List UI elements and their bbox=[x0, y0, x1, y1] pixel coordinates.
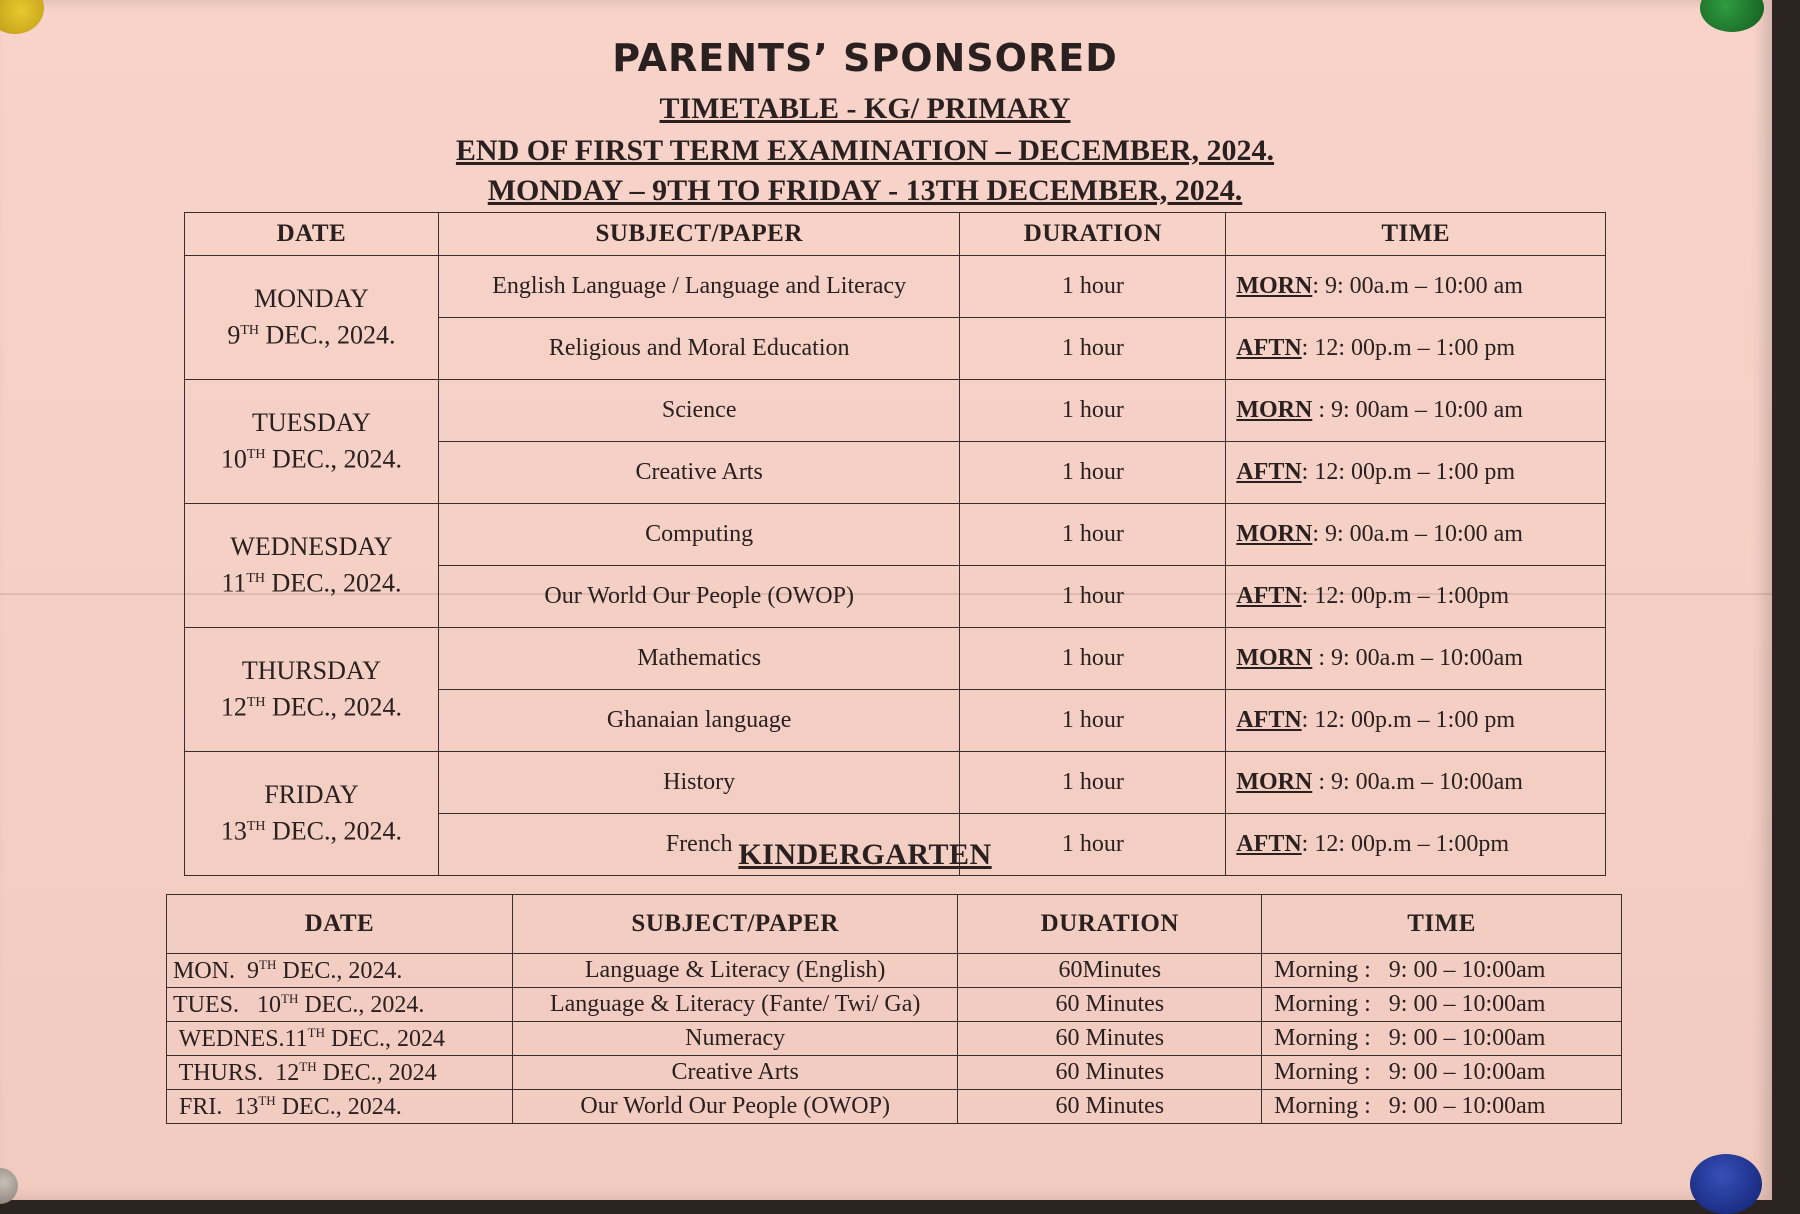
kindergarten-row bbox=[167, 1022, 1622, 1056]
subject-cell: Mathematics bbox=[438, 628, 960, 690]
time-cell bbox=[1226, 318, 1606, 380]
kg-session-label: Morning : bbox=[1274, 1093, 1371, 1119]
time-cell bbox=[1226, 442, 1606, 504]
session-label: MORN bbox=[1236, 273, 1313, 299]
session-label: MORN bbox=[1236, 521, 1313, 547]
subject-cell: English Language / Language and Literacy bbox=[438, 256, 960, 318]
column-header-subject: SUBJECT/PAPER bbox=[438, 213, 960, 256]
kg-time-cell bbox=[1262, 1056, 1622, 1090]
time-cell bbox=[1226, 752, 1606, 814]
time-cell bbox=[1226, 690, 1606, 752]
session-time: : 12: 00p.m – 1:00 pm bbox=[1301, 335, 1516, 361]
duration-cell: 1 hour bbox=[960, 318, 1226, 380]
subject-cell: Ghanaian language bbox=[438, 690, 960, 752]
primary-header-row bbox=[185, 213, 1606, 256]
kindergarten-row bbox=[167, 1056, 1622, 1090]
time-cell bbox=[1226, 566, 1606, 628]
session-time: : 9: 00a.m – 10:00 am bbox=[1312, 273, 1523, 299]
session-time: : 12: 00p.m – 1:00 pm bbox=[1301, 459, 1516, 485]
kg-date-cell: WEDNES.11TH DEC., 2024 bbox=[167, 1022, 513, 1056]
exam-row bbox=[185, 504, 1606, 566]
column-header-duration: DURATION bbox=[958, 895, 1262, 954]
duration-cell: 1 hour bbox=[960, 256, 1226, 318]
session-label: AFTN bbox=[1236, 459, 1302, 485]
session-time: : 9: 00a.m – 10:00am bbox=[1312, 645, 1523, 671]
session-label: AFTN bbox=[1236, 335, 1302, 361]
subject-cell: Creative Arts bbox=[438, 442, 960, 504]
exam-date-cell bbox=[185, 504, 439, 628]
duration-cell: 1 hour bbox=[960, 566, 1226, 628]
column-header-date: DATE bbox=[185, 213, 439, 256]
kg-session-time: 9: 00 – 10:00am bbox=[1388, 1025, 1546, 1051]
column-header-subject: SUBJECT/PAPER bbox=[512, 895, 958, 954]
kg-duration-cell: 60Minutes bbox=[958, 954, 1262, 988]
exam-date: 13TH DEC., 2024. bbox=[220, 816, 403, 846]
kg-duration-cell: 60 Minutes bbox=[958, 988, 1262, 1022]
kindergarten-timetable bbox=[166, 894, 1622, 1124]
session-label: MORN bbox=[1236, 769, 1313, 795]
kg-subject-cell: Our World Our People (OWOP) bbox=[512, 1090, 958, 1124]
kg-time-cell bbox=[1262, 1090, 1622, 1124]
kg-subject-cell: Creative Arts bbox=[512, 1056, 958, 1090]
exam-row bbox=[185, 380, 1606, 442]
exam-day: TUESDAY bbox=[251, 408, 371, 438]
kg-date-cell: TUES. 10TH DEC., 2024. bbox=[167, 988, 513, 1022]
exam-date: 10TH DEC., 2024. bbox=[220, 444, 403, 474]
kg-duration-cell: 60 Minutes bbox=[958, 1022, 1262, 1056]
exam-day: FRIDAY bbox=[264, 780, 359, 810]
kg-subject-cell: Language & Literacy (Fante/ Twi/ Ga) bbox=[512, 988, 958, 1022]
subject-cell: Our World Our People (OWOP) bbox=[438, 566, 960, 628]
time-cell bbox=[1226, 380, 1606, 442]
kg-subject-cell: Numeracy bbox=[512, 1022, 958, 1056]
session-label: AFTN bbox=[1236, 707, 1302, 733]
exam-date-cell bbox=[185, 380, 439, 504]
time-cell bbox=[1226, 256, 1606, 318]
exam-date: 11TH DEC., 2024. bbox=[221, 568, 402, 598]
exam-row bbox=[185, 752, 1606, 814]
kg-session-label: Morning : bbox=[1274, 1059, 1371, 1085]
kg-duration-cell: 60 Minutes bbox=[958, 1056, 1262, 1090]
exam-date: 12TH DEC., 2024. bbox=[220, 692, 403, 722]
duration-cell: 1 hour bbox=[960, 690, 1226, 752]
subject-cell: Science bbox=[438, 380, 960, 442]
examination-title: END OF FIRST TERM EXAMINATION – DECEMBER, 2024. bbox=[455, 134, 1275, 167]
exam-date-cell bbox=[185, 256, 439, 380]
column-header-date: DATE bbox=[167, 895, 513, 954]
subject-cell: French bbox=[438, 814, 960, 876]
kg-subject-cell: Language & Literacy (English) bbox=[512, 954, 958, 988]
session-label: AFTN bbox=[1236, 583, 1302, 609]
subject-cell: History bbox=[438, 752, 960, 814]
time-cell bbox=[1226, 628, 1606, 690]
kg-date-cell: THURS. 12TH DEC., 2024 bbox=[167, 1056, 513, 1090]
subject-cell: Religious and Moral Education bbox=[438, 318, 960, 380]
duration-cell: 1 hour bbox=[960, 380, 1226, 442]
kg-session-time: 9: 00 – 10:00am bbox=[1388, 991, 1546, 1017]
duration-cell: 1 hour bbox=[960, 504, 1226, 566]
session-time: : 12: 00p.m – 1:00pm bbox=[1301, 583, 1510, 609]
sheet-title: PARENTS’ SPONSORED bbox=[612, 36, 1118, 80]
exam-row bbox=[185, 628, 1606, 690]
duration-cell: 1 hour bbox=[960, 628, 1226, 690]
kg-session-label: Morning : bbox=[1274, 991, 1371, 1017]
session-time: : 12: 00p.m – 1:00 pm bbox=[1301, 707, 1516, 733]
exam-date: 9TH DEC., 2024. bbox=[227, 320, 396, 350]
subject-cell: Computing bbox=[438, 504, 960, 566]
session-label: AFTN bbox=[1236, 831, 1302, 857]
kindergarten-heading: KINDERGARTEN bbox=[738, 838, 992, 871]
exam-day: WEDNESDAY bbox=[230, 532, 393, 562]
examination-dates: MONDAY – 9TH TO FRIDAY - 13TH DECEMBER, 2024. bbox=[487, 174, 1243, 207]
kindergarten-row bbox=[167, 1090, 1622, 1124]
kg-session-time: 9: 00 – 10:00am bbox=[1388, 1059, 1546, 1085]
kg-time-cell bbox=[1262, 1022, 1622, 1056]
duration-cell: 1 hour bbox=[960, 814, 1226, 876]
kindergarten-header-row bbox=[167, 895, 1622, 954]
primary-timetable bbox=[184, 212, 1606, 876]
kg-time-cell bbox=[1262, 988, 1622, 1022]
session-time: : 9: 00a.m – 10:00am bbox=[1312, 769, 1523, 795]
kg-time-cell bbox=[1262, 954, 1622, 988]
kg-session-label: Morning : bbox=[1274, 1025, 1371, 1051]
time-cell bbox=[1226, 504, 1606, 566]
session-time: : 9: 00a.m – 10:00 am bbox=[1312, 521, 1523, 547]
column-header-time: TIME bbox=[1226, 213, 1606, 256]
session-label: MORN bbox=[1236, 397, 1313, 423]
exam-day: MONDAY bbox=[254, 284, 369, 314]
blue-pushpin bbox=[1690, 1154, 1762, 1214]
kg-duration-cell: 60 Minutes bbox=[958, 1090, 1262, 1124]
kg-date-cell: MON. 9TH DEC., 2024. bbox=[167, 954, 513, 988]
kindergarten-row bbox=[167, 954, 1622, 988]
exam-day: THURSDAY bbox=[241, 656, 382, 686]
kg-date-cell: FRI. 13TH DEC., 2024. bbox=[167, 1090, 513, 1124]
column-header-time: TIME bbox=[1262, 895, 1622, 954]
kg-session-time: 9: 00 – 10:00am bbox=[1388, 957, 1546, 983]
exam-row bbox=[185, 256, 1606, 318]
kg-session-label: Morning : bbox=[1274, 957, 1371, 983]
timetable-subtitle: TIMETABLE - KG/ PRIMARY bbox=[659, 92, 1071, 125]
session-label: MORN bbox=[1236, 645, 1313, 671]
kindergarten-row bbox=[167, 988, 1622, 1022]
kg-session-time: 9: 00 – 10:00am bbox=[1388, 1093, 1546, 1119]
session-time: : 9: 00am – 10:00 am bbox=[1312, 397, 1523, 423]
duration-cell: 1 hour bbox=[960, 442, 1226, 504]
exam-date-cell bbox=[185, 628, 439, 752]
duration-cell: 1 hour bbox=[960, 752, 1226, 814]
column-header-duration: DURATION bbox=[960, 213, 1226, 256]
session-time: : 12: 00p.m – 1:00pm bbox=[1301, 831, 1510, 857]
